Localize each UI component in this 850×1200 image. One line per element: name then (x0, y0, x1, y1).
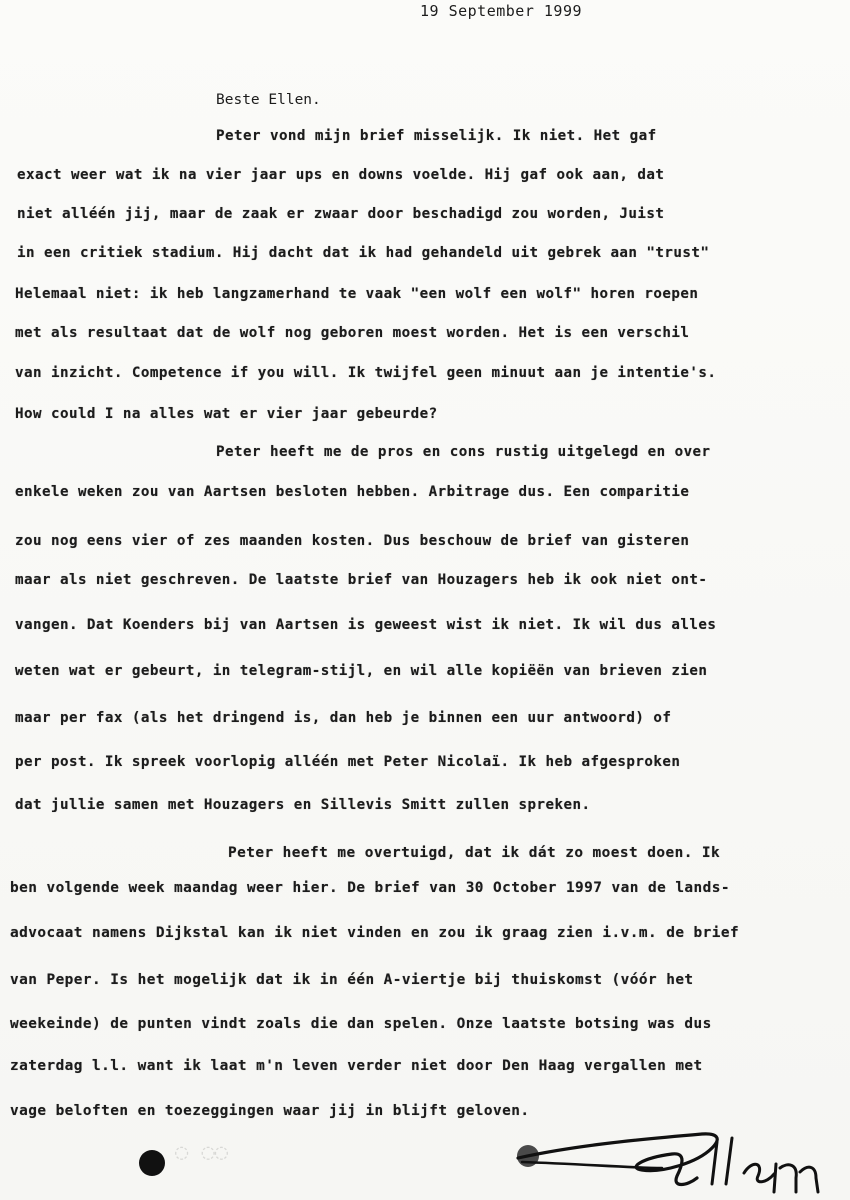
text-line: dat jullie samen met Houzagers en Sillevis Smitt zullen spreken. (15, 797, 591, 813)
text-line: Peter heeft me de pros en cons rustig uitgelegd en over (216, 444, 711, 460)
text-line: weten wat er gebeurt, in telegram-stijl, en wil alle kopiëën van brieven zien (15, 663, 708, 679)
text-line: enkele weken zou van Aartsen besloten hebben. Arbitrage dus. Een comparitie (15, 484, 690, 500)
text-line: maar per fax (als het dringend is, dan heb je binnen een uur antwoord) of (15, 710, 672, 726)
text-line: met als resultaat dat de wolf nog geboren moest worden. Het is een verschil (15, 325, 690, 341)
letter-date: 19 September 1999 (420, 2, 583, 20)
text-line: niet alléén jij, maar de zaak er zwaar door beschadigd zou worden, Juist (17, 206, 665, 222)
faint-stamp-mark: ◌ ◌◌ (175, 1140, 228, 1165)
text-line: in een critiek stadium. Hij dacht dat ik had gehandeld uit gebrek aan "trust" (17, 245, 710, 261)
text-line: Helemaal niet: ik heb langzamerhand te vaak "een wolf een wolf" horen roepen (15, 286, 699, 302)
text-line: Peter heeft me overtuigd, dat ik dát zo moest doen. Ik (228, 845, 721, 861)
text-line: per post. Ik spreek voorlopig alléén met Peter Nicolaï. Ik heb afgesproken (15, 754, 681, 770)
handwritten-signature (512, 1118, 842, 1198)
salutation: Beste Ellen. (216, 92, 321, 108)
text-line: zaterdag l.l. want ik laat m'n leven verder niet door Den Haag vergallen met (10, 1058, 703, 1074)
text-line: zou nog eens vier of zes maanden kosten. Dus beschouw de brief van gisteren (15, 533, 690, 549)
text-line: Peter vond mijn brief misselijk. Ik niet. Het gaf (216, 128, 657, 144)
text-line: ben volgende week maandag weer hier. De brief van 30 October 1997 van de lands- (10, 880, 730, 896)
text-line: van inzicht. Competence if you will. Ik twijfel geen minuut aan je intentie's. (15, 365, 717, 381)
text-line: exact weer wat ik na vier jaar ups en downs voelde. Hij gaf ook aan, dat (17, 167, 665, 183)
text-line: vage beloften en toezeggingen waar jij in blijft geloven. (10, 1103, 530, 1119)
text-line: vangen. Dat Koenders bij van Aartsen is geweest wist ik niet. Ik wil dus alles (15, 617, 717, 633)
text-line: van Peper. Is het mogelijk dat ik in één A-viertje bij thuiskomst (vóór het (10, 972, 694, 988)
text-line: maar als niet geschreven. De laatste brief van Houzagers heb ik ook niet ont- (15, 572, 708, 588)
text-line: weekeinde) de punten vindt zoals die dan spelen. Onze laatste botsing was dus (10, 1016, 712, 1032)
ink-dot (139, 1150, 165, 1176)
text-line: advocaat namens Dijkstal kan ik niet vinden en zou ik graag zien i.v.m. de brief (10, 925, 740, 941)
text-line: How could I na alles wat er vier jaar gebeurde? (15, 406, 438, 422)
